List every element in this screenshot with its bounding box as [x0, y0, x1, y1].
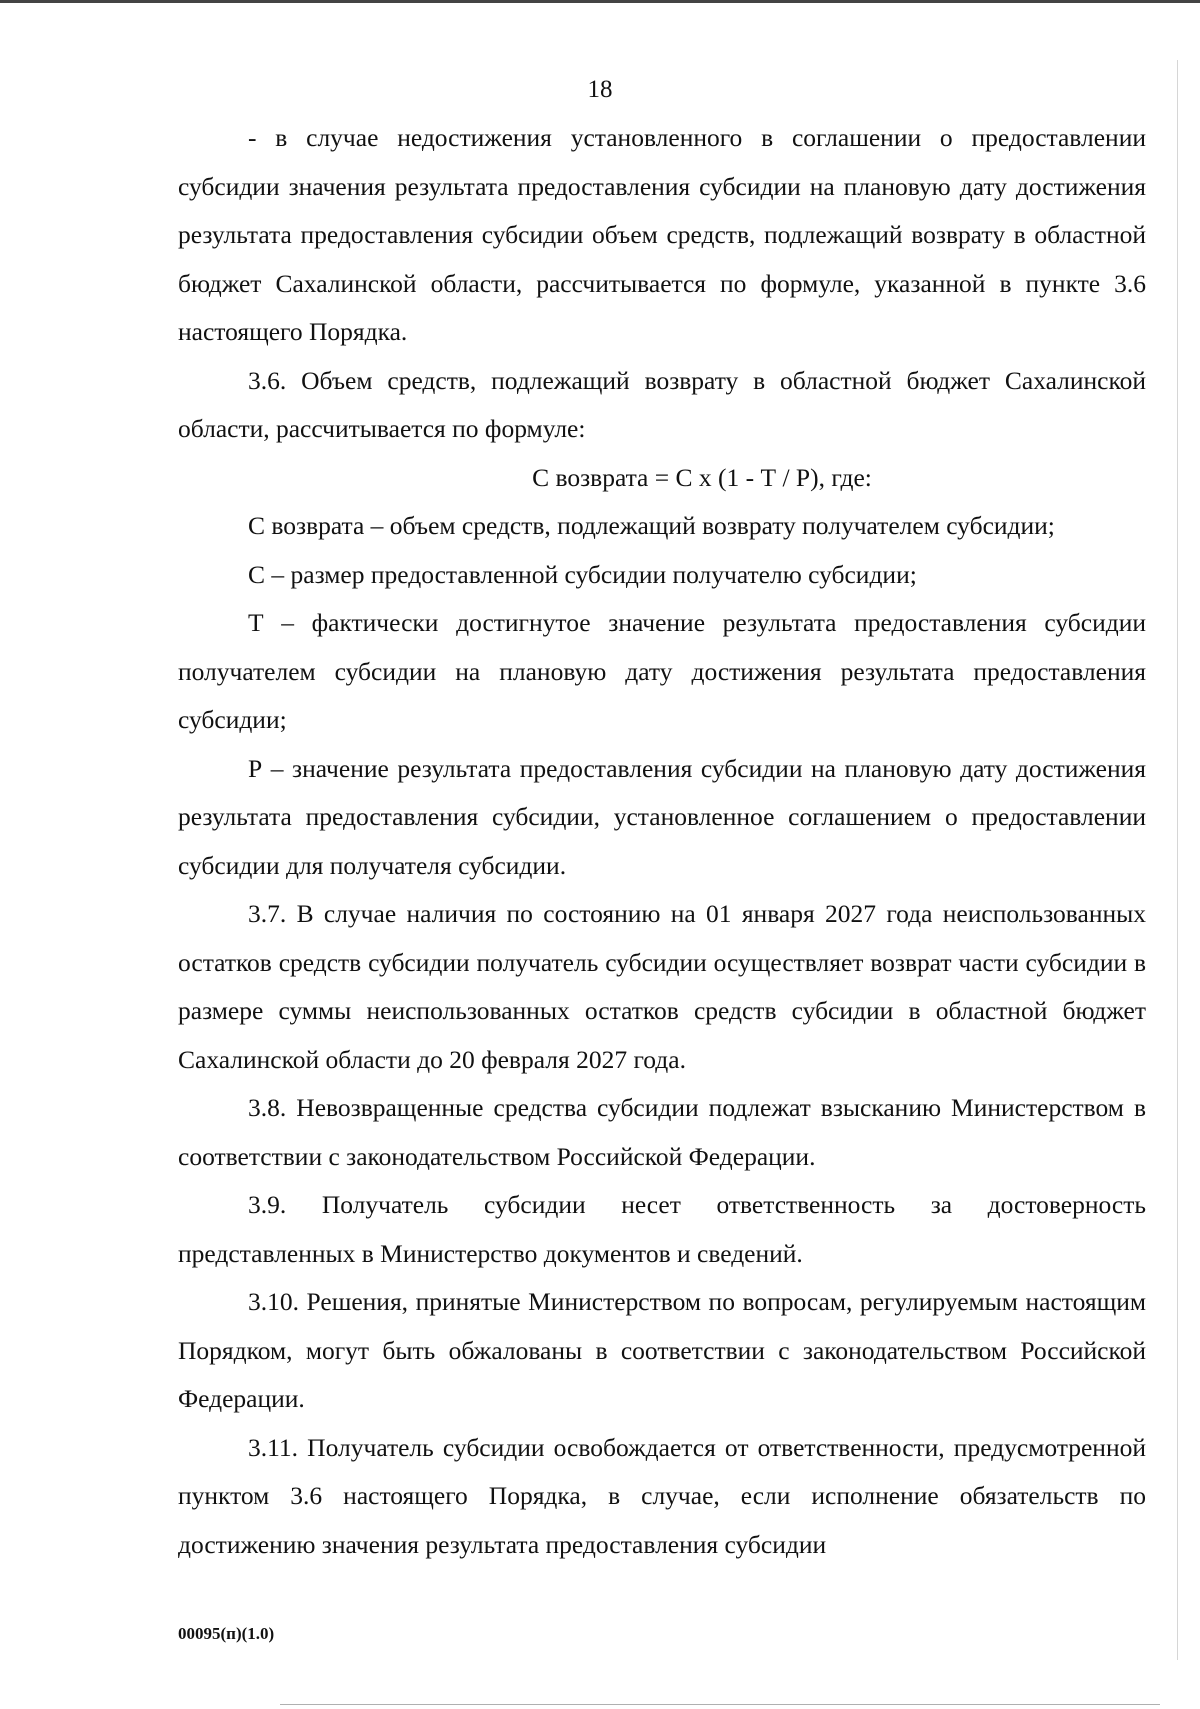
paragraph-3-10: 3.10. Решения, принятые Министерством по вопросам, регулируемым настоящим Порядком, могут быть обжалованы в соответствии с законодательством Российской Федерации. — [178, 1287, 1146, 1413]
paragraph-3-6: 3.6. Объем средств, подлежащий возврату в областной бюджет Сахалинской области, рассчитывается по формуле: — [178, 365, 1146, 443]
scan-top-border — [0, 0, 1200, 3]
paragraph-3-9: 3.9. Получатель субсидии несет ответственность за достоверность представленных в Министерство документов и сведений. — [178, 1190, 1146, 1268]
definition-p: Р – значение результата предоставления субсидии на плановую дату достижения результата предоставления субсидии, установленное соглашением о предоставлении субсидии для получателя субсидии. — [178, 753, 1146, 880]
page-number: 18 — [587, 76, 613, 103]
scan-edge-line — [1177, 60, 1178, 1660]
document-body — [178, 114, 1146, 1569]
paragraph-3-11: 3.11. Получатель субсидии освобождается от ответственности, предусмотренной пунктом 3.6 настоящего Порядка, в случае, если исполнение обязательств по достижению значения результата предоставления субсидии — [178, 1432, 1146, 1559]
document-code: 00095(п)(1.0) — [178, 1624, 275, 1643]
paragraph-return-condition: - в случае недостижения установленного в соглашении о предоставлении субсидии значения результата предоставления субсидии на плановую дату достижения результата предоставления субсидии объем средств, подлежащий возврату в областной бюджет Сахалинской области, рассчитывается по формуле, указанной в пункте 3.6 настоящего Порядка. — [178, 123, 1146, 346]
paragraph-3-7: 3.7. В случае наличия по состоянию на 01 января 2027 года неиспользованных остатков средств субсидии получатель субсидии осуществляет возврат части субсидии в размере суммы неиспользованных остатков средств субсидии в областной бюджет Сахалинской области до 20 февраля 2027 года. — [178, 899, 1146, 1074]
definition-t: Т – фактически достигнутое значение результата предоставления субсидии получателем субсидии на плановую дату достижения результата предоставления субсидии; — [178, 608, 1146, 734]
scan-bottom-line — [280, 1704, 1160, 1705]
definition-c: С – размер предоставленной субсидии получателю субсидии; — [248, 559, 917, 589]
paragraph-3-8: 3.8. Невозвращенные средства субсидии подлежат взысканию Министерством в соответствии с законодательством Российской Федерации. — [178, 1093, 1146, 1171]
definition-c-return: С возврата – объем средств, подлежащий возврату получателем субсидии; — [248, 511, 1055, 540]
formula: С возврата = С х (1 - Т / Р), где: — [532, 462, 872, 492]
